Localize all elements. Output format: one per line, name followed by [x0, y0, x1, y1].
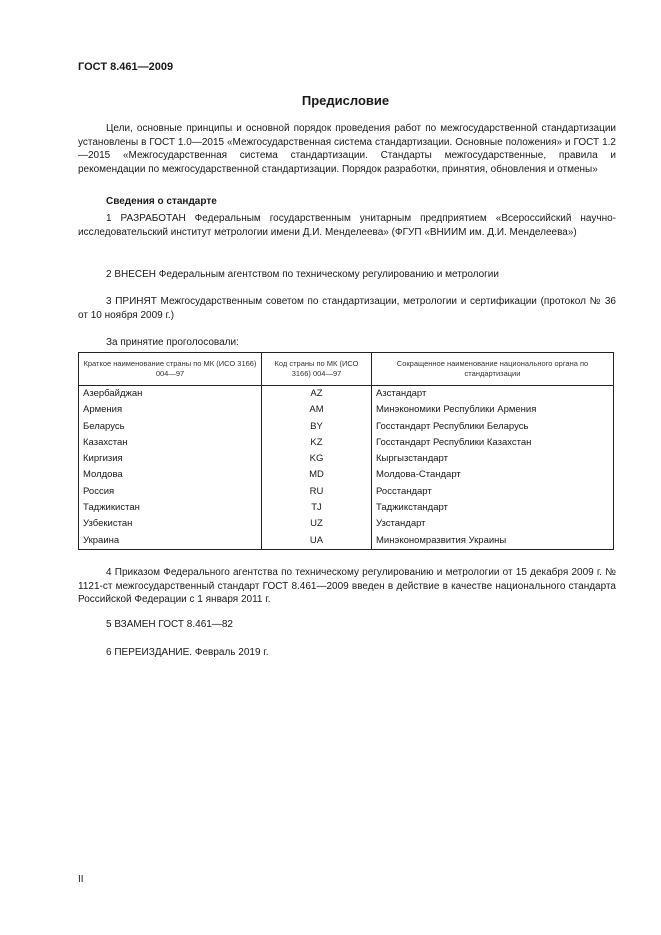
cell-country: Беларусь	[79, 419, 262, 435]
cell-body: Азстандарт	[372, 386, 614, 403]
cell-body: Узстандарт	[372, 516, 614, 532]
header-code: Код страны по МК (ИСО 3166) 004—97	[262, 353, 372, 386]
cell-body: Минэкономразвития Украины	[372, 533, 614, 550]
cell-code: MD	[262, 467, 372, 483]
cell-code: KG	[262, 451, 372, 467]
cell-body: Таджикстандарт	[372, 500, 614, 516]
page-number: II	[78, 874, 84, 885]
cell-body: Госстандарт Республики Казахстан	[372, 435, 614, 451]
cell-code: AZ	[262, 386, 372, 403]
table-row	[79, 419, 614, 435]
cell-body: Минэкономики Республики Армения	[372, 402, 614, 418]
table-row	[79, 516, 614, 532]
cell-country: Молдова	[79, 467, 262, 483]
cell-country: Россия	[79, 484, 262, 500]
cell-country: Киргизия	[79, 451, 262, 467]
countries-table	[78, 352, 614, 550]
cell-country: Казахстан	[79, 435, 262, 451]
cell-country: Украина	[79, 533, 262, 550]
item-3: 3 ПРИНЯТ Межгосударственным советом по стандартизации, метрологии и сертификации (протокол № 36 от 10 ноября 2009 г.)	[78, 296, 616, 321]
item-2: 2 ВНЕСЕН Федеральным агентством по техническому регулированию и метрологии	[106, 269, 499, 280]
cell-body: Кыргызстандарт	[372, 451, 614, 467]
vote-label: За принятие проголосовали:	[106, 337, 239, 348]
cell-country: Узбекистан	[79, 516, 262, 532]
cell-code: BY	[262, 419, 372, 435]
table-row	[79, 484, 614, 500]
section-title: Сведения о стандарте	[106, 196, 217, 207]
intro-paragraph: Цели, основные принципы и основной порядок проведения работ по межгосударственной стандартизации установлены в ГОСТ 1.0—2015 «Межгосударственная система стандартизации. Основные положения» и ГОСТ 1.2—2015 «Межгосударственная система стандартизации. Стандарты межгосударственные, правила и рекомендации по межгосударственной стандартизации. Порядок разработки, принятия, обновления и отмены»	[78, 123, 616, 175]
table-row	[79, 451, 614, 467]
table-row	[79, 467, 614, 483]
table-row	[79, 533, 614, 550]
cell-country: Таджикистан	[79, 500, 262, 516]
item-5: 5 ВЗАМЕН ГОСТ 8.461—82	[106, 619, 233, 630]
cell-code: TJ	[262, 500, 372, 516]
table-row	[79, 386, 614, 403]
cell-body: Госстандарт Республики Беларусь	[372, 419, 614, 435]
page-title: Предисловие	[301, 93, 390, 108]
table-header-row	[79, 353, 614, 386]
document-header: ГОСТ 8.461—2009	[78, 61, 174, 73]
cell-code: KZ	[262, 435, 372, 451]
cell-code: RU	[262, 484, 372, 500]
item-1: 1 РАЗРАБОТАН Федеральным государственным унитарным предприятием «Всероссийский научно-исследовательский институт метрологии имени Д.И. Менделеева» (ФГУП «ВНИИМ им. Д.И. Менделеева»)	[78, 213, 616, 238]
cell-code: AM	[262, 402, 372, 418]
header-country: Краткое наименование страны по МК (ИСО 3166) 004—97	[79, 353, 262, 386]
cell-country: Армения	[79, 402, 262, 418]
cell-body: Молдова-Стандарт	[372, 467, 614, 483]
cell-body: Росстандарт	[372, 484, 614, 500]
table-row	[79, 402, 614, 418]
table-row	[79, 500, 614, 516]
item-6: 6 ПЕРЕИЗДАНИЕ. Февраль 2019 г.	[106, 647, 269, 658]
item-4: 4 Приказом Федерального агентства по техническому регулированию и метрологии от 15 декабря 2009 г. № 1121-ст межгосударственный стандарт ГОСТ 8.461—2009 введен в действие в качестве национального стандарта Российской Федерации с 1 января 2011 г.	[78, 567, 616, 605]
table-row	[79, 435, 614, 451]
cell-code: UZ	[262, 516, 372, 532]
cell-code: UA	[262, 533, 372, 550]
cell-country: Азербайджан	[79, 386, 262, 403]
header-body: Сокращенное наименование национального органа по стандартизации	[372, 353, 614, 386]
